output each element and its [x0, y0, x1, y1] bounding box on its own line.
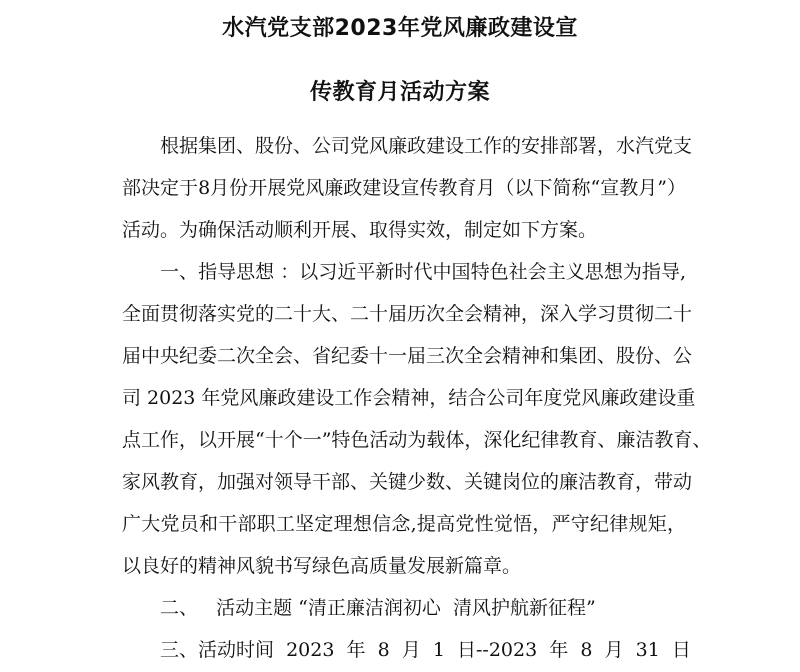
- intro-paragraph-line-3: 活动。为确保活动顺利开展、取得实效，制定如下方案。: [122, 219, 598, 241]
- guiding-thought-line-7: 广大党员和干部职工坚定理想信念,提高党性觉悟，严守纪律规矩，: [122, 513, 686, 535]
- guiding-thought-line-8: 以良好的精神风貌书写绿色高质量发展新篇章。: [122, 555, 522, 577]
- guiding-thought-line-5: 点工作，以开展“十个一”特色活动为载体，深化纪律教育、廉洁教育、: [122, 429, 712, 451]
- document-title-line-1: 水汽党支部2023年党风廉政建设宣: [222, 16, 578, 41]
- guiding-thought-line-2: 全面贯彻落实党的二十大、二十届历次全会精神，深入学习贯彻二十: [122, 303, 693, 325]
- activity-time-line: 三、活动时间 2023 年 8 月 1 日--2023 年 8 月 31 日: [160, 639, 691, 661]
- intro-paragraph-line-2: 部决定于8月份开展党风廉政建设宣传教育月（以下简称“宣教月”）: [122, 177, 686, 199]
- guiding-thought-line-6: 家风教育，加强对领导干部、关键少数、关键岗位的廉洁教育，带动: [122, 471, 693, 493]
- document-title-line-2: 传教育月活动方案: [309, 80, 490, 105]
- guiding-thought-line-1: 一、指导思想 ：以习近平新时代中国特色社会主义思想为指导,: [160, 261, 686, 283]
- guiding-thought-line-4: 司 2023 年党风廉政建设工作会精神，结合公司年度党风廉政建设重: [122, 387, 696, 409]
- activity-theme-line: 二、 活动主题 “清正廉洁润初心 清风护航新征程”: [160, 597, 596, 619]
- guiding-thought-line-3: 届中央纪委二次全会、省纪委十一届三次全会精神和集团、股份、公: [122, 345, 693, 367]
- intro-paragraph-line-1: 根据集团、股份、公司党风廉政建设工作的安排部署，水汽党支: [160, 135, 693, 157]
